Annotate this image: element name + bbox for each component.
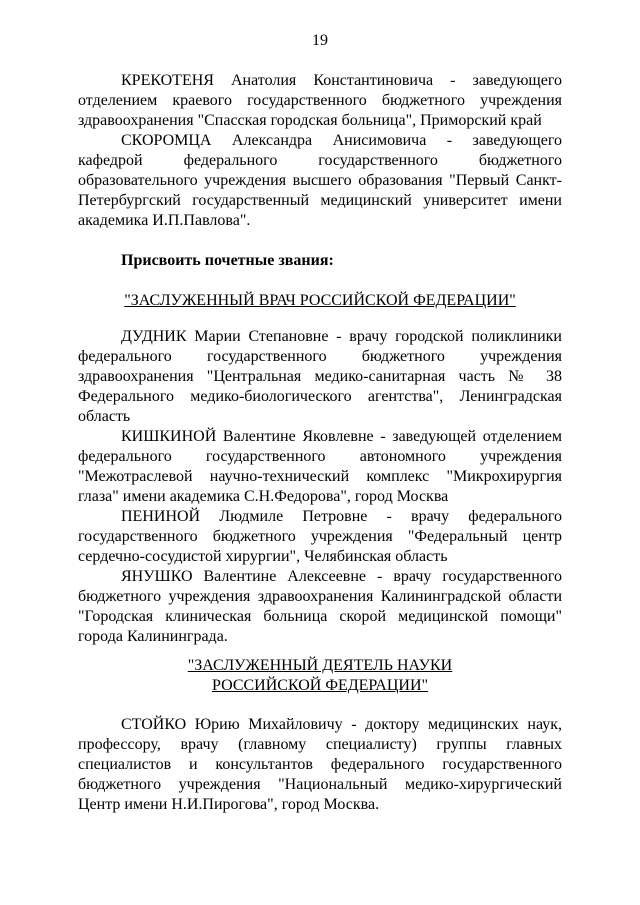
recipient-paragraph: ПЕНИНОЙ Людмиле Петровне - врачу федерального государственного бюджетного учреждения "Федеральный центр сердечно-сосудистой хирургии", Челябинская область [78, 508, 562, 565]
assign-titles-heading: Присвоить почетные звания: [121, 252, 334, 269]
recipients-honored-scientist [78, 715, 562, 815]
award-list-continued [78, 71, 562, 231]
page-number: 19 [312, 32, 328, 49]
recipient-paragraph: КИШКИНОЙ Валентине Яковлевне - заведующей отделением федерального государственного автономного учреждения "Межотраслевой научно-технический комплекс "Микрохирургия глаза" имени академика С.Н.Федорова", город Москва [78, 428, 562, 505]
title-line: "ЗАСЛУЖЕННЫЙ ДЕЯТЕЛЬ НАУКИ [187, 657, 453, 674]
recipients-honored-doctor [78, 327, 562, 647]
recipient-paragraph: КРЕКОТЕНЯ Анатолия Константиновича - заведующего отделением краевого государственного бюджетного учреждения здравоохранения "Спасская городская больница", Приморский край [78, 72, 562, 129]
honorary-title-heading [0, 656, 640, 696]
recipient-paragraph: СТОЙКО Юрию Михайловичу - доктору медицинских наук, профессору, врачу (главному специалисту) группы главных специалистов и консультантов федерального государственного бюджетного учреждения "Национальный медико-хирургический Центр имени Н.И.Пирогова", город Москва. [78, 716, 562, 813]
title-line: РОССИЙСКОЙ ФЕДЕРАЦИИ" [211, 677, 429, 694]
recipient-paragraph: СКОРОМЦА Александра Анисимовича - заведующего кафедрой федерального государственного бюджетного образовательного учреждения высшего образования "Первый Санкт-Петербургский государственный медицинский университет имени академика И.П.Павлова". [78, 132, 562, 229]
recipient-paragraph: ДУДНИК Марии Степановне - врачу городской поликлиники федерального государственного бюджетного учреждения здравоохранения "Центральная медико-санитарная часть № 38 Федерального медико-биологического агентства", Ленинградская область [78, 328, 562, 425]
recipient-paragraph: ЯНУШКО Валентине Алексеевне - врачу государственного бюджетного учреждения здравоохранения Калининградской области "Городская клиническая больница скорой медицинской помощи" города Калининграда. [78, 568, 562, 645]
honorary-title-heading: "ЗАСЛУЖЕННЫЙ ВРАЧ РОССИЙСКОЙ ФЕДЕРАЦИИ" [124, 292, 516, 309]
